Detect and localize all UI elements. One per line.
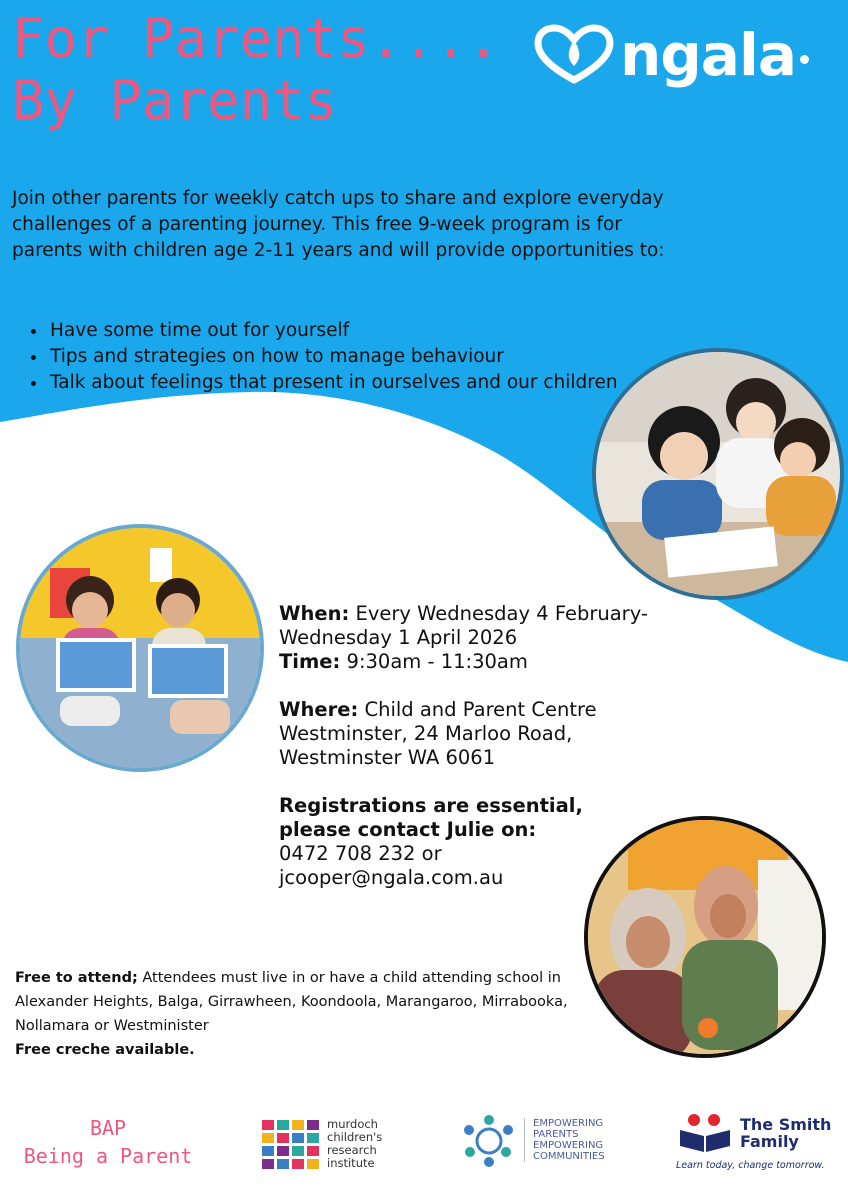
time-value: 9:30am - 11:30am — [346, 650, 528, 673]
creche-note: Free creche available. — [15, 1042, 195, 1058]
benefits-list — [20, 318, 668, 396]
mcri-logo — [262, 1118, 382, 1170]
when-label: When: — [279, 602, 350, 625]
where-value: Child and Parent Centre Westminster, 24 Marloo Road, Westminster WA 6061 — [279, 698, 597, 769]
brand-dot — [800, 55, 809, 64]
book-icon — [676, 1112, 734, 1154]
epec-text: EMPOWERING PARENTS EMPOWERING COMMUNITIES — [524, 1118, 605, 1162]
when-value: Every Wednesday 4 February- Wednesday 1 April 2026 — [279, 602, 648, 649]
where-row — [279, 698, 649, 770]
eligibility-lead: Free to attend; — [15, 970, 138, 986]
list-item: • Talk about feelings that present in ourselves and our children — [48, 370, 668, 396]
title-line-1: For Parents.... — [12, 7, 500, 70]
ngala-logo — [532, 21, 809, 89]
event-details — [279, 602, 719, 890]
list-item: • Tips and strategies on how to manage behaviour — [48, 344, 668, 370]
brand-name: ngala — [620, 21, 796, 89]
mcri-text: murdoch children's research institute — [327, 1117, 383, 1170]
heart-icon — [532, 24, 616, 86]
bap-logo-line-2: Being a Parent — [23, 1144, 193, 1168]
smith-tagline: Learn today, change tomorrow. — [676, 1160, 825, 1171]
eligibility-note — [15, 966, 595, 1062]
time-row — [279, 650, 719, 674]
photo-mother-children — [592, 348, 844, 600]
photo-kids-drawings — [16, 524, 264, 772]
where-label: Where: — [279, 698, 359, 721]
smith-family-logo — [676, 1112, 831, 1171]
smith-name: The Smith Family — [740, 1115, 832, 1151]
contact-email[interactable]: jcooper@ngala.com.au — [279, 866, 504, 889]
title-line-2: By Parents — [12, 69, 338, 132]
eligibility-text: Attendees must live in or have a child attending school in Alexander Heights, Balga, Girrawheen, Koondoola, Marangaroo, Mirrabooka, Nollamara or Westminister — [15, 970, 568, 1034]
registration-note: Registrations are essential, please contact Julie on: — [279, 794, 583, 841]
intro-paragraph: Join other parents for weekly catch ups to share and explore everyday challenges of a parenting journey. This free 9-week program is for parents with children age 2-11 years and will provide opportunities to: — [12, 188, 665, 261]
page-title — [12, 8, 500, 132]
bap-logo-line-1: BAP — [89, 1116, 127, 1140]
when-row — [279, 602, 719, 650]
time-label: Time: — [279, 650, 341, 673]
epec-logo — [460, 1112, 605, 1168]
bap-logo — [18, 1114, 198, 1170]
list-item: • Have some time out for yourself — [48, 318, 668, 344]
mcri-grid-icon — [262, 1120, 319, 1169]
contact-phone[interactable]: 0472 708 232 or — [279, 842, 442, 865]
people-circle-icon — [460, 1112, 518, 1168]
